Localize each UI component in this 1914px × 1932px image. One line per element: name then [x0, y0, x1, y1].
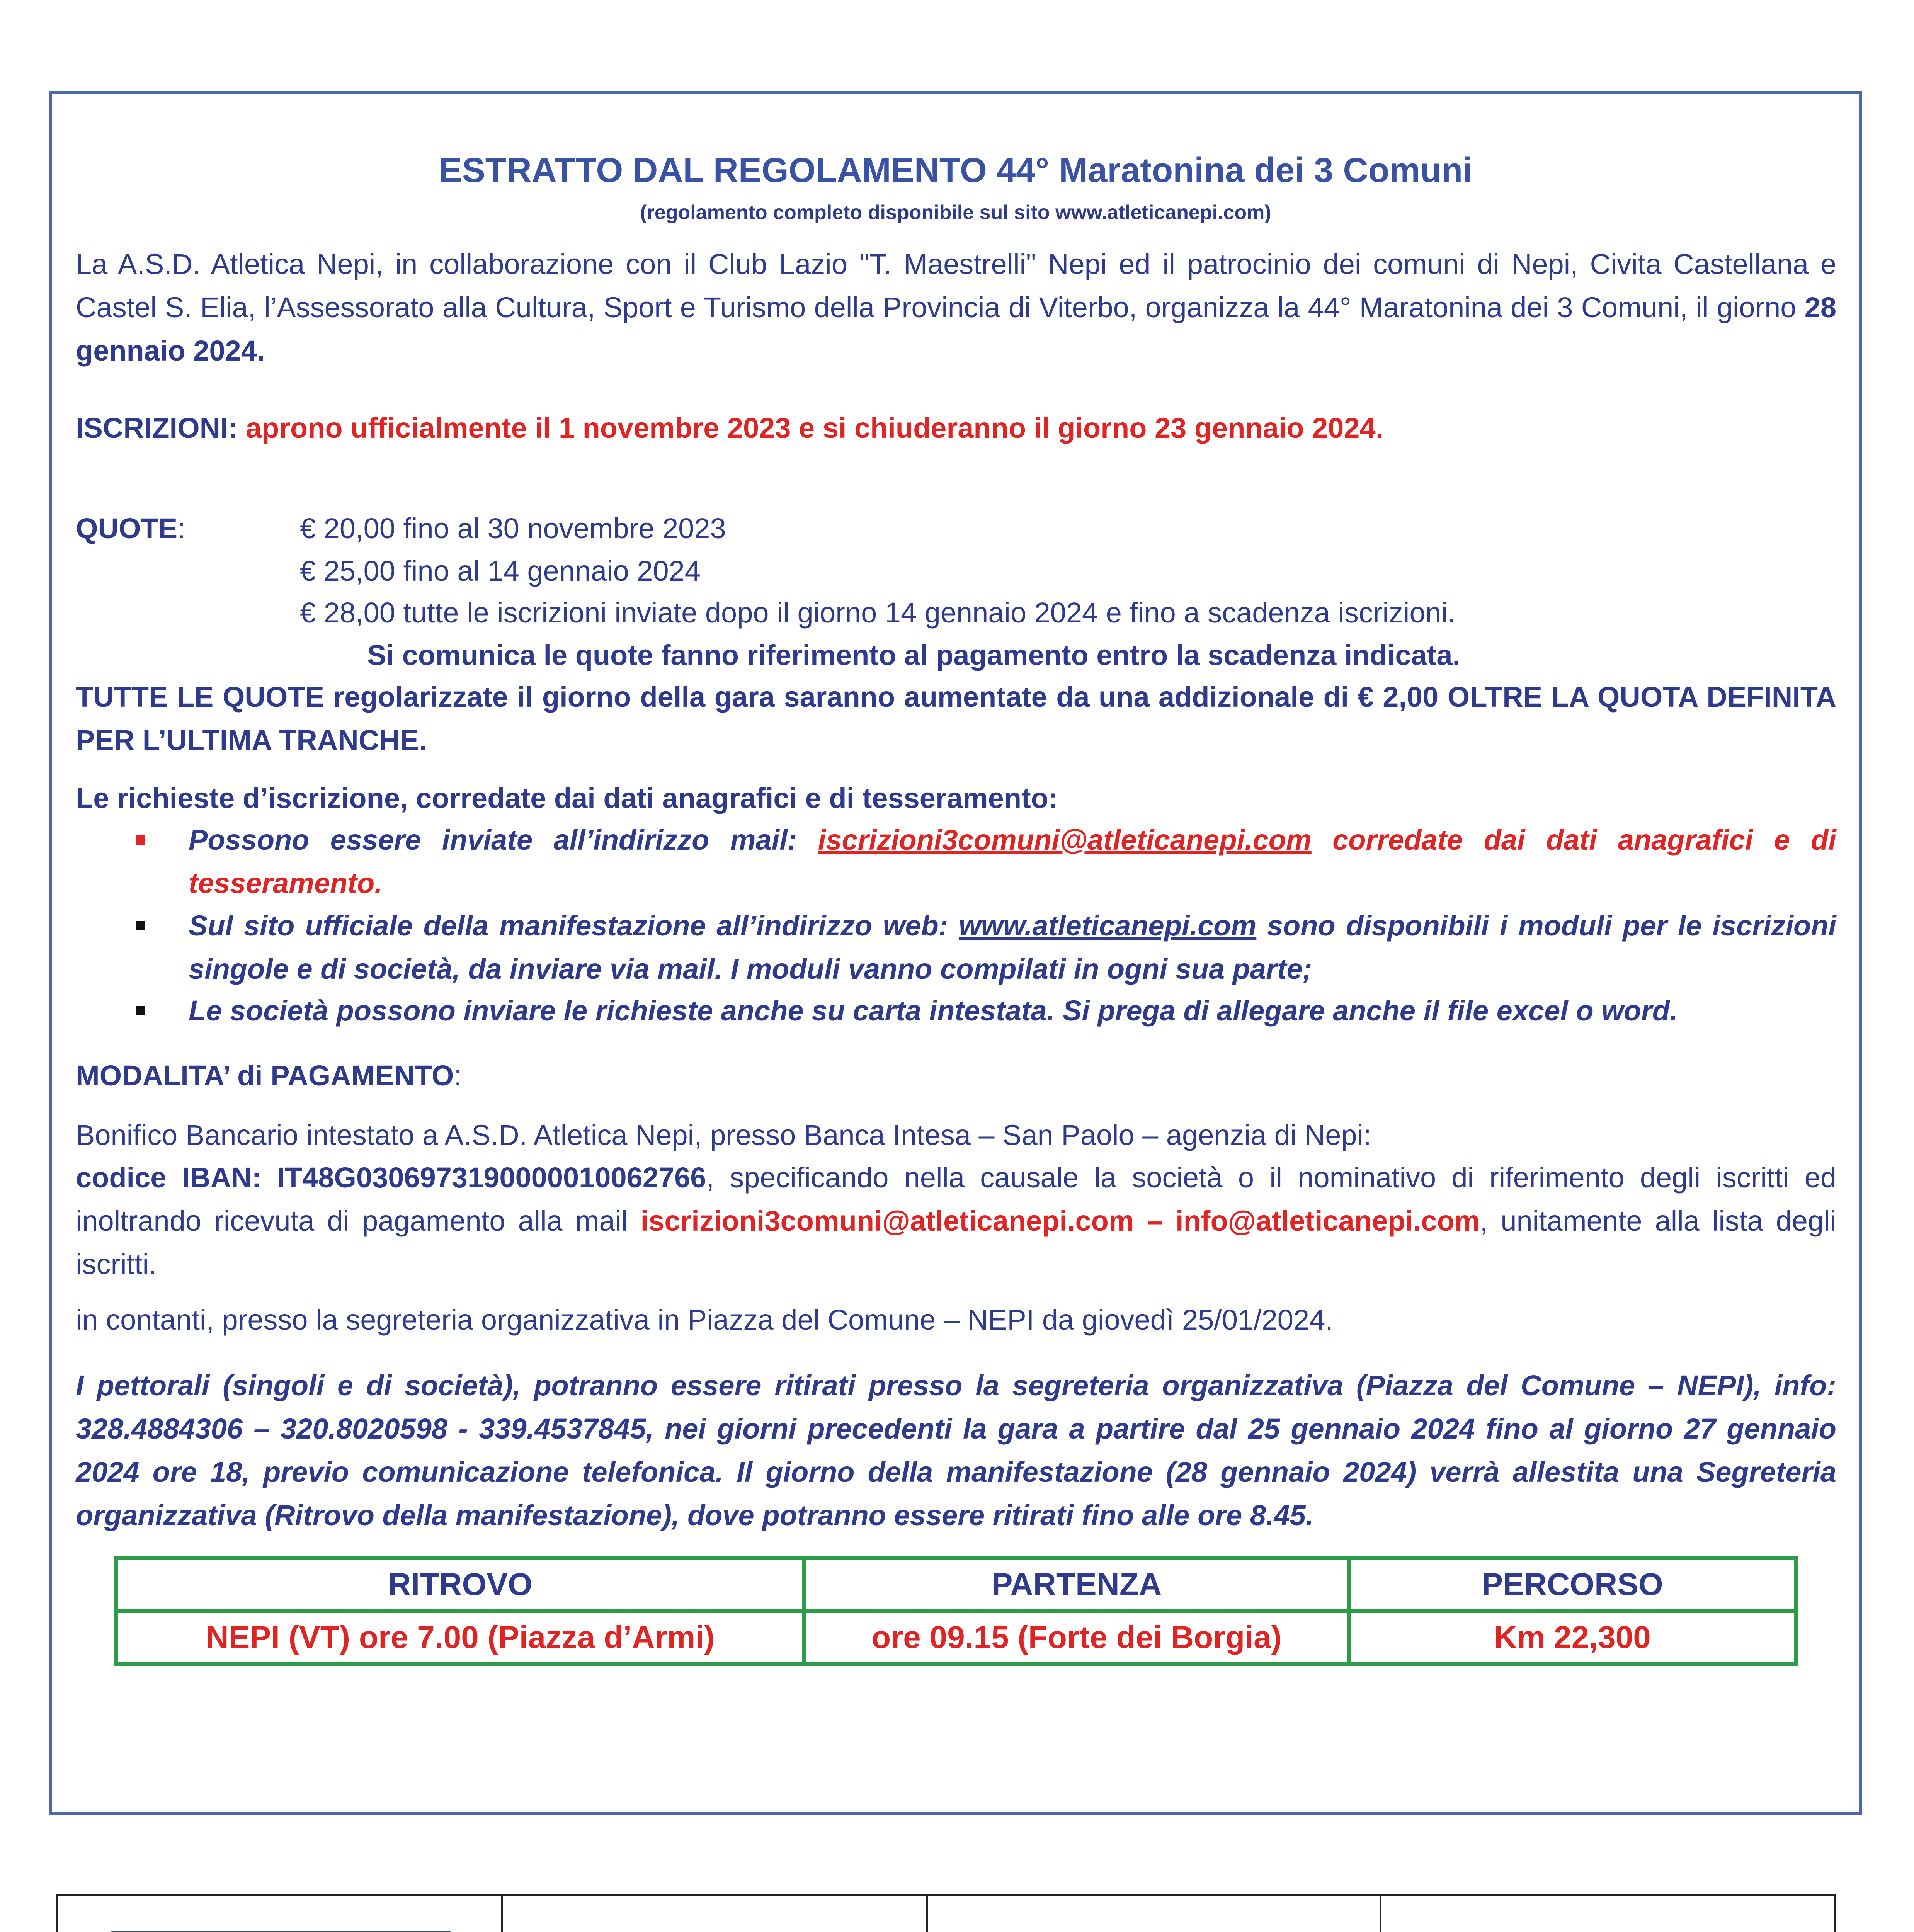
info-header-ritrovo: RITROVO: [116, 1558, 804, 1611]
sponsor-cell-enel: [1381, 1895, 1836, 1932]
info-table-header-row: [116, 1558, 1796, 1611]
quote-note: Si comunica le quote fanno riferimento al pagamento entro la scadenza indicata.: [367, 639, 1461, 671]
iscrizioni-text: aprono ufficialmente il 1 novembre 2023 e si chiuderanno il giorno 23 gennaio 2024.: [238, 412, 1384, 444]
bullet-square-icon: [136, 835, 145, 845]
page-title: ESTRATTO DAL REGOLAMENTO 44° Maratonina dei 3 Comuni: [439, 151, 1473, 190]
richieste-bullet-2: Sul sito ufficiale della manifestazione all’indirizzo web: www.atleticanepi.com sono disponibili i moduli per le iscrizioni singole e di società, da inviare via mail. I moduli vanno compilati in ogni sua parte;: [189, 910, 1836, 985]
pagamento-line-1: Bonifico Bancario intestato a A.S.D. Atletica Nepi, presso Banca Intesa – San Paolo – agenzia di Nepi:: [76, 1119, 1371, 1151]
iscrizioni-email-link[interactable]: iscrizioni3comuni@atleticanepi.com: [818, 824, 1312, 856]
info-header-partenza: PARTENZA: [804, 1558, 1349, 1611]
quote-extra: TUTTE LE QUOTE regolarizzate il giorno della gara saranno aumentate da una addizionale di € 2,00 OLTRE LA QUOTA DEFINITA PER L’ULTIMA TRANCHE.: [76, 681, 1836, 756]
richieste-heading: Le richieste d’iscrizione, corredate dai dati anagrafici e di tesseramento:: [76, 782, 1058, 814]
event-date: 28 gennaio 2024.: [76, 291, 1836, 367]
bullet-square-icon: [136, 921, 145, 930]
payment-emails: iscrizioni3comuni@atleticanepi.com – info@atleticanepi.com: [640, 1205, 1480, 1237]
info-table: [114, 1556, 1798, 1666]
info-value-partenza: ore 09.15 (Forte dei Borgia): [804, 1611, 1349, 1664]
iscrizioni-label: ISCRIZIONI:: [76, 412, 238, 444]
quote-line-1: € 20,00 fino al 30 novembre 2023: [300, 512, 726, 544]
bullet-square-icon: [136, 1006, 145, 1015]
quote-label-line: QUOTE:: [76, 512, 185, 544]
website-link[interactable]: www.atleticanepi.com: [958, 910, 1257, 942]
pagamento-heading: MODALITA’ di PAGAMENTO:: [76, 1060, 462, 1092]
info-table-value-row: [116, 1611, 1796, 1664]
sponsor-cell-bcc: [927, 1895, 1381, 1932]
pagamento-contanti: in contanti, presso la segreteria organizzativa in Piazza del Comune – NEPI da giovedì 25/01/2024.: [76, 1304, 1333, 1336]
sponsor-grid: [56, 1894, 1836, 1932]
info-value-percorso: Km 22,300: [1349, 1611, 1796, 1664]
quote-label: QUOTE: [76, 512, 178, 544]
pagamento-iban-paragraph: codice IBAN: IT48G0306973190000010062766, specificando nella causale la società o il nominativo di riferimento degli iscritti ed inoltrando ricevuta di pagamento alla mail iscrizioni3comuni@atleticanepi.com – info@atleticanepi.com, unitamente alla lista degli iscritti.: [76, 1162, 1836, 1280]
iban-code: codice IBAN: IT48G0306973190000010062766: [76, 1162, 706, 1194]
iscrizioni-line: [76, 406, 1836, 450]
quote-line-2: € 25,00 fino al 14 gennaio 2024: [300, 555, 701, 587]
intro-text: La A.S.D. Atletica Nepi, in collaborazione con il Club Lazio "T. Maestrelli" Nepi ed il patrocinio dei comuni di Nepi, Civita Castellana e Castel S. Elia, l’Assessorato alla Cultura, Sport e Turismo della Provincia di Viterbo, organizza la 44° Maratonina dei 3 Comuni, il giorno: [76, 248, 1836, 323]
intro-paragraph: [76, 243, 1836, 372]
sponsor-cell-hdi: [502, 1895, 927, 1932]
quote-line-3: € 28,00 tutte le iscrizioni inviate dopo il giorno 14 gennaio 2024 e fino a scadenza iscrizioni.: [300, 597, 1456, 629]
info-value-ritrovo: NEPI (VT) ore 7.00 (Piazza d’Armi): [116, 1611, 804, 1664]
info-header-percorso: PERCORSO: [1349, 1558, 1796, 1611]
richieste-bullet-1: Possono essere inviate all’indirizzo mail: iscrizioni3comuni@atleticanepi.com corredate dai dati anagrafici e di tesseramento.: [189, 824, 1836, 899]
page-subtitle: (regolamento completo disponibile sul sito www.atleticanepi.com): [640, 201, 1271, 224]
richieste-bullet-3: Le società possono inviare le richieste anche su carta intestata. Si prega di allegare anche il file excel o word.: [189, 995, 1678, 1027]
sponsor-cell-acqua: [57, 1895, 502, 1932]
pettorali-paragraph: I pettorali (singoli e di società), potranno essere ritirati presso la segreteria organizzativa (Piazza del Comune – NEPI), info: 328.4884306 – 320.8020598 - 339.4537845, nei giorni precedenti la gara a partire dal 25 gennaio 2024 fino al giorno 27 gennaio 2024 ore 18, previo comunicazione telefonica. Il giorno della manifestazione (28 gennaio 2024) verrà allestita una Segreteria organizzativa (Ritrovo della manifestazione), dove potranno essere ritirati fino alle ore 8.45.: [76, 1369, 1836, 1531]
